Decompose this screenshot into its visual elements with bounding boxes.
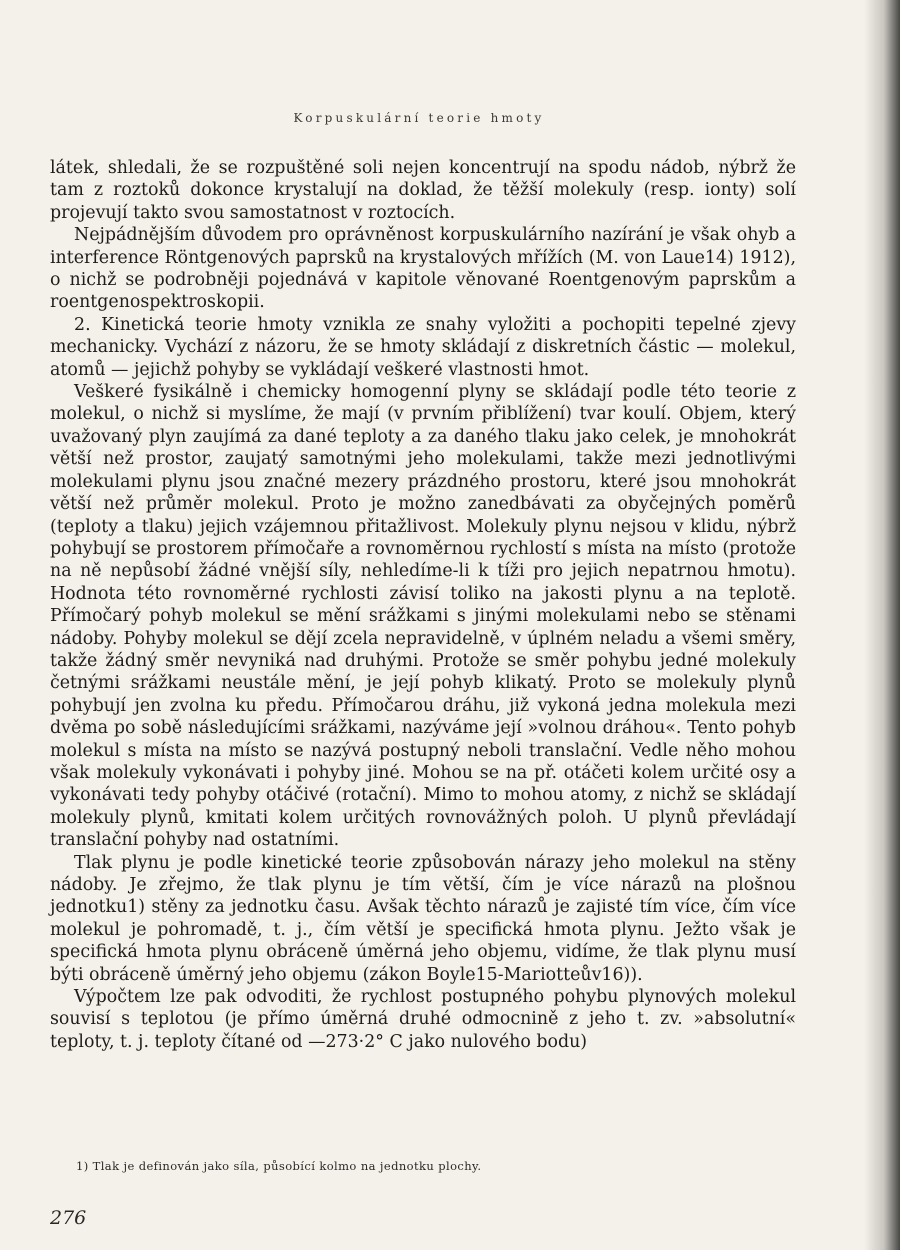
- page-edge-shadow: [864, 0, 900, 1250]
- paragraph: Tlak plynu je podle kinetické teorie způsobován nárazy jeho molekul na stěny nádoby. Je zřejmo, že tlak plynu je tím větší, čím je více nárazů na plošnou jednotku1) stěny za jednotku času. Avšak těchto nárazů je zajisté tím více, čím více molekul je pohromadě, t. j., čím větší je specifická hmota plynu. Ježto však je specifická hmota plynu obráceně úměrná jeho objemu, vidíme, že tlak plynu musí býti obráceně úměrný jeho objemu (zákon Boyle15-Mariotteův16)).: [50, 852, 796, 985]
- paragraph: Nejpádnějším důvodem pro oprávněnost korpuskulárního nazírání je však ohyb a interference Röntgenových paprsků na krystalových mřížích (M. von Laue14) 1912), o nichž se podrobněji pojednává v kapitole věnované Roentgenovým paprskům a roentgenospektroskopii.: [50, 225, 796, 313]
- footnote: 1) Tlak je definován jako síla, působící kolmo na jednotku plochy.: [76, 1159, 482, 1173]
- paragraph: 2. Kinetická teorie hmoty vznikla ze snahy vyložiti a pochopiti tepelné zjevy mechanicky. Vychází z názoru, že se hmoty skládají z diskretních částic — molekul, atomů — jejichž pohyby se vykládají veškeré vlastnosti hmot.: [50, 314, 796, 380]
- running-head: Korpuskulární teorie hmoty: [293, 111, 545, 125]
- paragraph: Veškeré fysikálně i chemicky homogenní plyny se skládají podle této teorie z molekul, o nichž si myslíme, že mají (v prvním přiblížení) tvar koulí. Objem, který uvažovaný plyn zaujímá za dané teploty a za daného tlaku jako celek, je mnohokrát větší než prostor, zaujatý samotnými jeho molekulami, takže mezi jednotlivými molekulami plynu jsou značné mezery prázdného prostoru, které jsou mnohokrát větší než průměr molekul. Proto je možno zanedbávati za obyčejných poměrů (teploty a tlaku) jejich vzájemnou přitažlivost. Molekuly plynu nejsou v klidu, nýbrž pohybují se prostorem přímočaře a rovnoměrnou rychlostí s místa na místo (protože na ně nepůsobí žádné vnější síly, nehledíme-li k tíži pro jejich nepatrnou hmotu). Hodnota této rovnoměrné rychlosti závisí toliko na jakosti plynu a na teplotě. Přímočarý pohyb molekul se mění srážkami s jinými molekulami nebo se stěnami nádoby. Pohyby molekul se dějí zcela nepravidelně, v úplném neladu a všemi směry, takže žádný směr nevyniká nad druhými. Protože se směr pohybu jedné molekuly četnými srážkami neustále mění, je její pohyb klikatý. Proto se molekuly plynů pohybují jen zvolna ku předu. Přímočarou dráhu, již vykoná jedna molekula mezi dvěma po sobě následujícími srážkami, nazýváme její »volnou dráhou«. Tento pohyb molekul s místa na místo se nazývá postupný neboli translační. Vedle něho mohou však molekuly vykonávati i pohyby jiné. Mohou se na př. otáčeti kolem určité osy a vykonávati tedy pohyby otáčivé (rotační). Mimo to mohou atomy, z nichž se skládají molekuly plynů, kmitati kolem určitých rovnovážných poloh. U plynů převládají translační pohyby nad ostatními.: [50, 382, 796, 851]
- page-number: 276: [50, 1207, 87, 1229]
- body-text: [50, 157, 796, 1053]
- paragraph: Výpočtem lze pak odvoditi, že rychlost postupného pohybu plynových molekul souvisí s teplotou (je přímo úměrná druhé odmocnině z jeho t. zv. »absolutní« teploty, t. j. teploty čítané od —273·2° C jako nulového bodu): [50, 987, 796, 1052]
- paragraph: látek, shledali, že se rozpuštěné soli nejen koncentrují na spodu nádob, nýbrž že tam z roztoků dokonce krystalují na doklad, že těžší molekuly (resp. ionty) solí projevují takto svou samostatnost v roztocích.: [50, 158, 796, 223]
